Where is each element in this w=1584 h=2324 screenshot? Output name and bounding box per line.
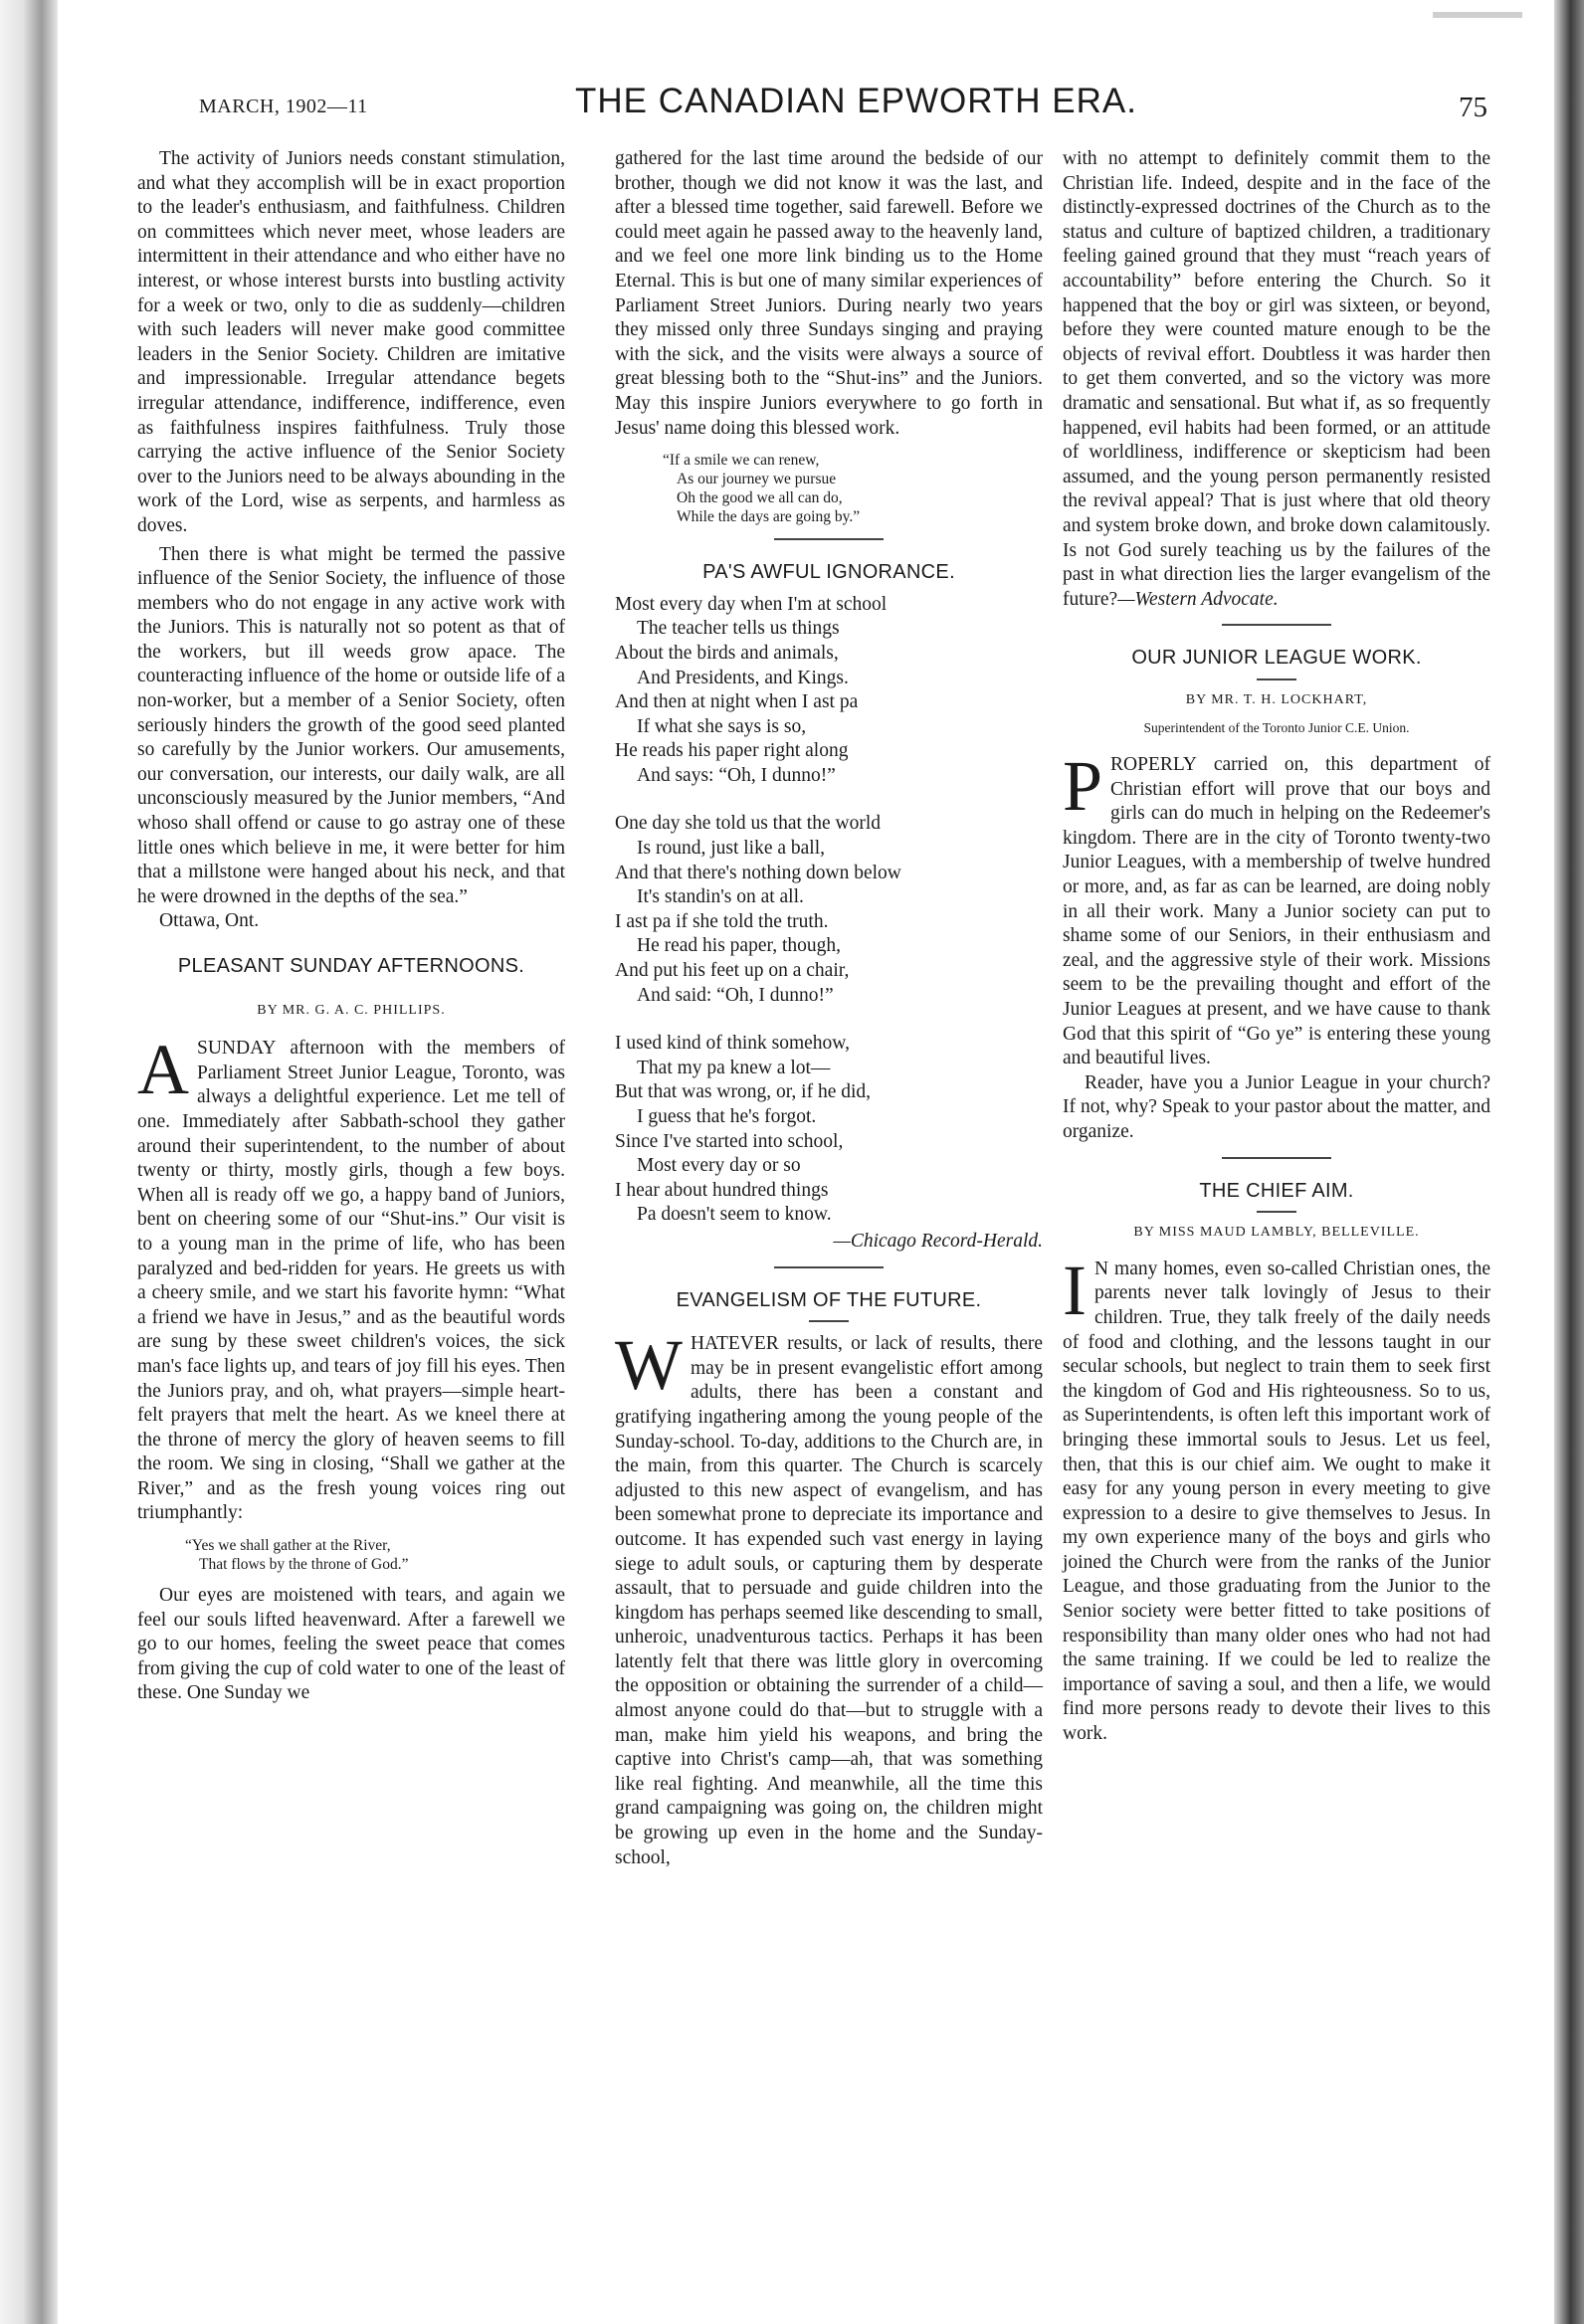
poem-line: I hear about hundred things [615, 1179, 829, 1201]
poem-line: Pa doesn't seem to know. [637, 1204, 832, 1226]
paragraph: Reader, have you a Junior League in your church? If not, why? Speak to your pastor about the matter, and organize. [1063, 1071, 1490, 1142]
dateline: Ottawa, Ont. [159, 910, 260, 932]
paragraph-text: results, or lack of results, there may be in present evangelistic effort among adults, there has been a constant and gratifying ingathering among the young people of the Sunday-school. To-day, additions to the Church are, in the main, from this quarter. The Church is scarcely adjusted to this new aspect of evangelism, and has been somewhat prone to depreciate its importance and outcome. It has expended such vast energy in laying siege to adult souls, or capturing them by desperate assault, that to persuade and guide children into the kingdom has perhaps seemed like descending to small, unheroic, unadventurous tactics. Perhaps it has been latently felt that there was little glory in overcoming the opposition or obtaining the surrender of a child—almost anyone could do that—but to struggle with a man, make him yield his weapons, and bring the captive into Christ's camp—ah, that was something like real fighting. And meanwhile, all the time this grand campaigning was going on, the children might be growing up even in the home and the Sunday-school, [615, 1333, 1043, 1868]
poem-line: About the birds and animals, [615, 642, 839, 664]
lead-word: HATEVER [690, 1333, 779, 1355]
divider [774, 538, 884, 540]
poem-line: Most every day when I'm at school [615, 593, 888, 615]
poem-line: And then at night when I ast pa [615, 691, 859, 713]
divider [774, 1266, 884, 1268]
verse-line: That flows by the throne of God.” [199, 1556, 409, 1574]
lead-word: ROPERLY [1110, 754, 1197, 776]
poem-line: I used kind of think somehow, [615, 1033, 850, 1055]
poem-line: And put his feet up on a chair, [615, 960, 850, 982]
divider [1222, 1157, 1331, 1159]
scan-margin-left [0, 0, 58, 2324]
poem-line: And said: “Oh, I dunno!” [637, 984, 834, 1006]
poem [615, 593, 1043, 1228]
poem-heading: PA'S AWFUL IGNORANCE. [702, 561, 955, 584]
scan-mark [1433, 12, 1522, 18]
byline: BY MR. G. A. C. PHILLIPS. [257, 1002, 446, 1018]
verse-line: “Yes we shall gather at the River, [185, 1537, 391, 1555]
poem-line: And says: “Oh, I dunno!” [637, 764, 836, 786]
paragraph-text: N many homes, even so-called Christian ones, the parents never talk lovingly of Jesus to their children. True, they talk freely of the daily needs of food and clothing, and the lessons taught in our secular schools, but neglect to train them to seek first the kingdom of God and His righteousness. So to us, as Superintendents, is often left this important work of bringing these immortal souls to Jesus. Let us feel, then, that this is our chief aim. We ought to make it easy for any young person in every meeting to give expression to a desire to give themselves to Jesus. In my own experience many of the boys and girls who joined the Church were from the ranks of the Junior League, and those graduating from the Junior to the Senior society were better fitted to take positions of responsibility than many older ones who had not had the same training. If we could be led to realize the importance of saving a soul, and then a life, we would find more persons ready to devote their lives to this work. [1063, 1258, 1490, 1745]
column-2 [615, 147, 1043, 1870]
paragraph: gathered for the last time around the bedside of our brother, though we did not know it was the last, and after a blessed time together, said farewell. Before we could meet again he passed away to the heavenly land, and we feel one more link binding us to the Home Eternal. This is but one of many similar experiences of Parliament Street Juniors. During nearly two years they missed only three Sundays singing and praying with the sick, and the visits were always a source of great blessing both to the “Shut-ins” and the Juniors. May this inspire Juniors everywhere to go forth in Jesus' name doing this blessed work. [615, 148, 1043, 439]
publication-title: THE CANADIAN EPWORTH ERA. [575, 82, 1137, 120]
poem-line: He read his paper, though, [637, 935, 841, 957]
poem-line: That my pa knew a lot— [637, 1057, 831, 1078]
paragraph [1063, 147, 1490, 612]
byline: BY MISS MAUD LAMBLY, BELLEVILLE. [1133, 1225, 1420, 1241]
byline: BY MR. T. H. LOCKHART, [1185, 691, 1368, 707]
poem-line: The teacher tells us things [637, 618, 840, 640]
verse-line: While the days are going by.” [677, 508, 861, 526]
paragraph: Our eyes are moistened with tears, and again we feel our souls lifted heavenward. After a farewell we go to our homes, feeling the sweet peace that comes from giving the cup of cold water to one of the least of these. One Sunday we [137, 1585, 565, 1704]
paragraph [137, 1030, 565, 1526]
poem-line: I guess that he's forgot. [637, 1106, 817, 1127]
poem-line: It's standin's on at all. [637, 886, 804, 908]
column-3 [1063, 147, 1490, 1747]
article-heading: EVANGELISM OF THE FUTURE. [676, 1288, 982, 1311]
hymn-quote [185, 1536, 565, 1574]
page-number: 75 [1459, 92, 1487, 123]
paragraph: Then there is what might be termed the passive influence of the Senior Society, the influence of those members who do not engage in any active work with the Juniors. This is naturally not so potent as that of the workers, but ill weeds grow apace. The counteracting influence of the home or outside life of a non-worker, but a member of a Senior Society, often seriously hinders the growth of the good seed planted so carefully by the Junior workers. Our amusements, our conversation, our interests, our daily walk, are all unconsciously measured by the Junior members, “And whoso shall offend or cause to go astray one of these little ones which believe in me, it were better for him that a millstone were hanged about his neck, and that he were drowned in the depths of the sea.” [137, 543, 565, 907]
article-heading: OUR JUNIOR LEAGUE WORK. [1131, 647, 1422, 670]
article-heading: THE CHIEF AIM. [1199, 1179, 1354, 1202]
verse-line: Oh the good we all can do, [677, 489, 843, 507]
drop-cap: P [1063, 746, 1103, 827]
paragraph-text: carried on, this department of Christian effort will prove that our boys and girls can do much in helping on the Redeemer's kingdom. There are in the city of Toronto twenty-two Junior Leagues, with a membership of twelve hundred or more, and, as far as can be learned, are doing nobly in all their work. Many a Junior society can put to shame some of our Seniors, in their enthusiasm and zeal, and the aggressive style of their work. Missions seem to be the prevailing thought and effort of the Junior Leagues at present, and we have cause to thank God that this spirit of “Go ye” is entering these young and beautiful lives. [1063, 754, 1490, 1069]
divider [1257, 678, 1296, 680]
divider [1222, 624, 1331, 626]
paragraph [1063, 1250, 1490, 1747]
drop-cap: I [1063, 1250, 1087, 1330]
issue-date: MARCH, 1902—11 [199, 96, 368, 117]
poem-line: Since I've started into school, [615, 1130, 844, 1152]
running-header [107, 78, 1510, 131]
poem-line: And Presidents, and Kings. [637, 667, 849, 688]
verse-line: “If a smile we can renew, [663, 452, 820, 470]
poem-line: Most every day or so [637, 1155, 801, 1177]
magazine-page [107, 56, 1510, 2294]
poem-line: He reads his paper right along [615, 740, 849, 762]
poem-quote [663, 451, 1043, 526]
author-title: Superintendent of the Toronto Junior C.E. Union. [1143, 720, 1410, 736]
poem-line: One day she told us that the world [615, 813, 881, 835]
poem-line: If what she says is so, [637, 715, 807, 737]
verse-line: As our journey we pursue [677, 471, 837, 488]
article-heading: PLEASANT SUNDAY AFTERNOONS. [177, 955, 525, 977]
paragraph [615, 1325, 1043, 1870]
poem-line: Is round, just like a ball, [637, 838, 826, 860]
divider [1257, 1211, 1296, 1213]
drop-cap: W [615, 1325, 683, 1406]
column-1 [137, 147, 565, 1706]
poem-line: But that was wrong, or, if he did, [615, 1081, 872, 1103]
paragraph-text: with no attempt to definitely commit them to the Christian life. Indeed, despite and in the face of the distinctly-expressed doctrines of the Church as to the status and culture of baptized children, a traditionary feeling gained ground that they must “reach years of accountability” before entering the Church. So it happened that the boy or girl was sixteen, or beyond, before they were counted mature enough to be the objects of revival effort. Doubtless it was harder then to get them converted, and so the victory was more dramatic and sensational. But what if, as so frequently happened, evil habits had been formed, or an attitude of worldliness, indifference or skepticism had been assumed, and the young person permanently resisted the revival appeal? That is just where that old theory and system broke down, and broke down calamitously. Is not God surely teaching us by the failures of the past in what direction lies the larger evangelism of the future? [1063, 148, 1490, 610]
paragraph: The activity of Juniors needs constant stimulation, and what they accomplish will be in exact proportion to the leader's enthusiasm, and faithfulness. Children on committees which never meet, whose leaders are intermittent in their attendance and who either have no interest, or whose interest bursts into bustling activity for a week or two, only to die as suddenly—children with such leaders will never make good committee leaders in the Senior Society. Children are imitative and impressionable. Irregular attendance begets irregular attendance, indifference, indifference, even as faithfulness inspires faithfulness. Truly those carrying the active influence of the Senior Society over to the Juniors need to be always abounding in the work of the Lord, wise as serpents, and harmless as doves. [137, 148, 565, 536]
drop-cap: A [137, 1030, 189, 1110]
poem-line: I ast pa if she told the truth. [615, 910, 829, 932]
paragraph [1063, 746, 1490, 1071]
paragraph-text: afternoon with the members of Parliament Street Junior League, Toronto, was always a delightful experience. Let me tell of one. Immediately after Sabbath-school they gather around their superintendent, to the number of about twenty or thirty, mostly girls, though a few boys. When all is ready off we go, a happy band of Juniors, bent on cheering some of our “Shut-ins.” Our visit is to a young man in the prime of life, who has been paralyzed and bed-ridden for years. He greets us with a cheery smile, and we start his favorite hymn: “What a friend we have in Jesus,” and as the beautiful words are sung by these sweet children's voices, the sick man's face lights up, and tears of joy fill his eyes. Then the Juniors pray, and oh, what prayers—simple heart-felt prayers that melt the heart. As we kneel there at the throne of mercy the glory of heaven seems to fill the room. We sing in closing, “Shall we gather at the River,” and as the fresh young voices ring out triumphantly: [137, 1038, 565, 1524]
divider [809, 1320, 849, 1322]
source-credit: —Western Advocate. [1117, 588, 1279, 610]
scan-margin-right [1554, 0, 1584, 2324]
poem-line: And that there's nothing down below [615, 862, 901, 883]
poem-credit: —Chicago Record-Herald. [833, 1230, 1043, 1252]
lead-word: SUNDAY [197, 1038, 277, 1060]
